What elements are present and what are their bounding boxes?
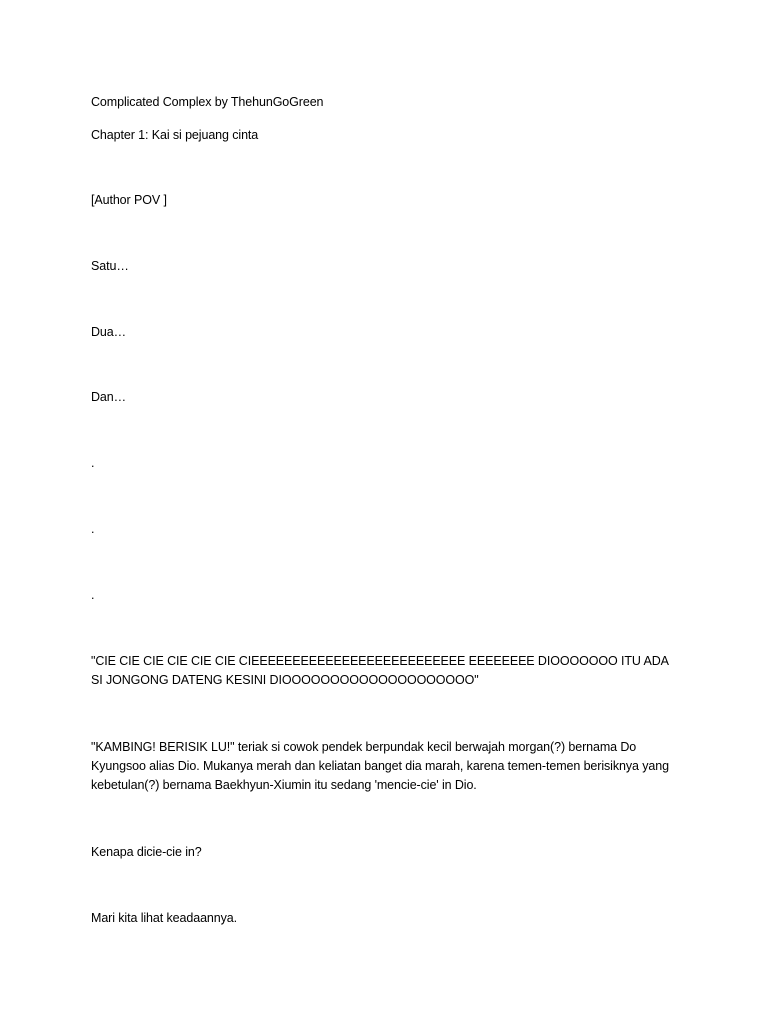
paragraph-count-two: Dua… [91,325,127,339]
separator-dot: . [91,588,95,602]
paragraph-shout: "CIE CIE CIE CIE CIE CIE CIEEEEEEEEEEEEEEEEEEEEEEEEEE EEEEEEEE DIOOOOOOO ITU ADA SI JONGONG DATENG KESINI DIOOOOOOOOOOOOOOOOOOOO" [91,654,669,687]
paragraph-question: Kenapa dicie-cie in? [91,845,202,859]
separator-dot: . [91,522,95,536]
document-title: Complicated Complex by ThehunGoGreen [91,95,324,109]
paragraph-count-one: Satu… [91,259,129,273]
paragraph-count-three: Dan… [91,390,127,404]
paragraph-main: "KAMBING! BERISIK LU!" teriak si cowok pendek berpundak kecil berwajah morgan(?) bernama Do Kyungsoo alias Dio. Mukanya merah dan keliatan banget dia marah, karena temen-temen berisiknya yang kebetulan(?) bernama Baekhyun-Xiumin itu sedang 'mencie-cie' in Dio. [91,740,669,792]
paragraph-closing: Mari kita lihat keadaannya. [91,911,237,925]
separator-dot: . [91,456,95,470]
chapter-heading: Chapter 1: Kai si pejuang cinta [91,128,259,142]
pov-label: [Author POV ] [91,193,167,207]
